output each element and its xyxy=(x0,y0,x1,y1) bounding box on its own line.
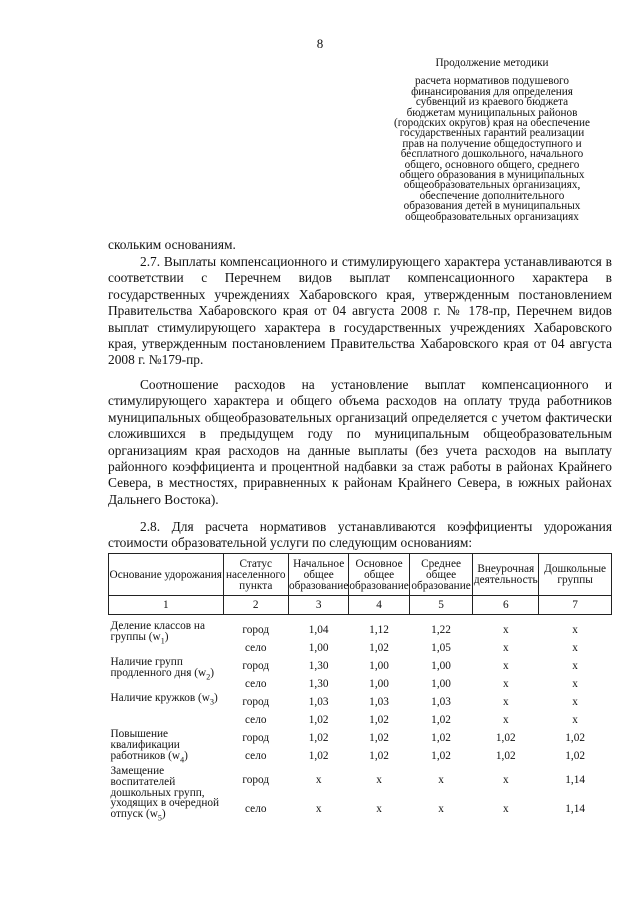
header-extracurricular: Внеурочная деятельность xyxy=(473,554,539,596)
value-cell: 1,02 xyxy=(369,732,389,745)
header-secondary: Среднее общее образование xyxy=(409,554,473,596)
value-cell: х xyxy=(438,774,444,787)
value-cell: х xyxy=(502,623,509,636)
column-number: 3 xyxy=(288,596,348,615)
value-cell: 1,02 xyxy=(565,750,585,763)
value-cell: 1,02 xyxy=(495,750,516,763)
value-cell: 1,02 xyxy=(565,732,585,745)
header-line: финансирования для определения xyxy=(411,85,573,98)
value-cell: 1,30 xyxy=(308,659,329,672)
basis-name: Повышение квалификации работников (w xyxy=(110,728,181,762)
value-cell: 1,02 xyxy=(308,713,329,726)
value-cell: 1,02 xyxy=(495,732,516,745)
header-line: бюджетам муниципальных районов xyxy=(406,106,578,119)
value-cell: 1,02 xyxy=(431,750,451,763)
table-row xyxy=(109,729,612,747)
header-line: общеобразовательных организациях xyxy=(405,210,579,223)
status-cell: город xyxy=(242,774,270,787)
status-cell: село xyxy=(245,641,267,654)
status-cell: город xyxy=(242,695,270,708)
value-cell: х xyxy=(502,713,509,726)
header-note xyxy=(372,58,612,222)
header-line: расчета нормативов подушевого xyxy=(415,75,569,88)
status-cell: село xyxy=(245,803,267,816)
value-cell: х xyxy=(572,695,578,708)
header-line: обеспечение дополнительного xyxy=(419,189,565,202)
basis-name: Замещение воспитателей дошкольных групп, уходящих в очередной отпуск (w xyxy=(110,765,220,821)
value-cell: 1,02 xyxy=(369,750,389,763)
column-number: 6 xyxy=(473,596,539,615)
value-cell: 1,00 xyxy=(308,641,329,654)
value-cell: 1,00 xyxy=(369,677,389,690)
value-cell: 1,02 xyxy=(369,713,389,726)
value-cell: 1,03 xyxy=(431,695,451,708)
value-cell: 1,00 xyxy=(369,659,389,672)
table-body xyxy=(109,615,612,824)
status-cell: село xyxy=(245,713,267,726)
paragraph-2-8: 2.8. Для расчета нормативов устанавливаются коэффициенты удорожания стоимости образовательной услуги по следующим основаниям: xyxy=(108,519,612,551)
header-line: общего образования в муниципальных xyxy=(399,169,585,182)
header-line: (городских округов) края на обеспечение xyxy=(394,117,590,130)
value-cell: х xyxy=(376,803,382,816)
basis-subscript: 4 xyxy=(180,755,185,765)
value-cell: 1,05 xyxy=(431,641,451,654)
value-cell: 1,02 xyxy=(431,732,451,745)
basis-subscript: 3 xyxy=(209,697,214,707)
basis-subscript: 5 xyxy=(157,813,162,823)
basis-cell: Деление классов на группы $(w_1)$ xyxy=(110,620,205,646)
status-cell: село xyxy=(245,750,267,763)
table-row xyxy=(109,657,612,675)
column-number: 7 xyxy=(539,596,612,615)
value-cell: х xyxy=(572,713,578,726)
value-cell: х xyxy=(502,677,509,690)
header-basis: Основание удорожания xyxy=(109,554,224,596)
basis-cell: Повышение квалификации работников $(w_4)$ xyxy=(110,728,188,765)
header-line: общеобразовательных организациях, xyxy=(403,179,581,192)
value-cell: х xyxy=(438,803,444,816)
value-cell: х xyxy=(502,774,509,787)
header-status: Статус населенного пункта xyxy=(223,554,288,596)
value-cell: 1,03 xyxy=(369,695,389,708)
value-cell: 1,02 xyxy=(308,732,329,745)
value-cell: 1,22 xyxy=(431,623,451,636)
column-number: 2 xyxy=(223,596,288,615)
value-cell: х xyxy=(376,774,382,787)
header-line: общего, основного общего, среднего xyxy=(404,158,580,171)
basis-name: Деление классов на группы (w xyxy=(110,620,205,644)
status-cell: село xyxy=(245,677,267,690)
paragraph-2-7: 2.7. Выплаты компенсационного и стимулирующего характера устанавливаются в соответствии с Перечнем видов выплат компенсационного характера в государственных учреждениях Хабаровского края, утвержденным постановлением Правительства Хабаровского края от 04 августа 2008 г. № 178-пр, Перечнем видов выплат стимулирующего характера в государственных учреждениях Хабаровского края, утвержденным постановлением Правительства Хабаровского края от 04 августа 2008 г. №179-пр. xyxy=(108,254,612,368)
status-cell: город xyxy=(242,623,270,636)
table-row xyxy=(109,766,612,795)
value-cell: 1,00 xyxy=(431,677,451,690)
header-line: образования детей в муниципальных xyxy=(403,200,581,213)
value-cell: х xyxy=(502,695,509,708)
header-line: государственных гарантий реализации xyxy=(399,127,585,140)
column-number: 1 xyxy=(109,596,224,615)
value-cell: х xyxy=(572,623,578,636)
value-cell: х xyxy=(572,641,578,654)
value-cell: 1,14 xyxy=(565,774,585,787)
table-row xyxy=(109,693,612,711)
value-cell: 1,14 xyxy=(565,803,585,816)
basis-subscript: 1 xyxy=(160,636,165,646)
value-cell: х xyxy=(502,641,509,654)
value-cell: х xyxy=(315,774,322,787)
value-cell: х xyxy=(502,803,509,816)
value-cell: 1,02 xyxy=(369,641,389,654)
paragraph-continuation: скольким основаниям. xyxy=(108,237,236,252)
column-number: 4 xyxy=(349,596,409,615)
value-cell: 1,02 xyxy=(308,750,329,763)
basis-subscript: 2 xyxy=(206,672,211,682)
header-preschool: Дошкольные группы xyxy=(539,554,612,596)
value-cell: х xyxy=(572,659,578,672)
value-cell: х xyxy=(315,803,322,816)
page-number: 8 xyxy=(316,36,324,51)
value-cell: 1,03 xyxy=(308,695,329,708)
header-basic: Основное общее образование xyxy=(349,554,409,596)
coefficients-table xyxy=(108,553,612,824)
basis-cell: Наличие групп продленного дня $(w_2)$ xyxy=(110,656,214,682)
header-line: бесплатного дошкольного, начального xyxy=(400,148,584,161)
value-cell: 1,02 xyxy=(431,713,451,726)
value-cell: х xyxy=(502,659,509,672)
header-line: прав на получение общедоступного и xyxy=(402,137,582,150)
basis-name: Наличие групп продленного дня (w xyxy=(110,656,207,680)
status-cell: город xyxy=(242,732,270,745)
basis-name: Наличие кружков (w xyxy=(110,692,210,705)
header-primary: Начальное общее образование xyxy=(288,554,348,596)
header-line: субвенций из краевого бюджета xyxy=(415,96,569,109)
paragraph-ratio: Соотношение расходов на установление выплат компенсационного и стимулирующего характера и общего объема расходов на оплату труда работников муниципальных общеобразовательных организаций определяется с учетом фактически сложившихся в предыдущем году по муниципальным общеобразовательным организациям края расходов на данные выплаты (без учета расходов на выплату районного коэффициента и процентной надбавки за стаж работы в районах Крайнего Севера, в местностях, приравненных к районам Крайнего Севера, в южных районах Дальнего Востока). xyxy=(108,377,612,507)
column-number: 5 xyxy=(409,596,473,615)
value-cell: 1,12 xyxy=(369,623,389,636)
basis-cell: Замещение воспитателей дошкольных групп, уходящих в очередной отпуск $(w_5)$ xyxy=(110,765,220,823)
value-cell: х xyxy=(572,677,578,690)
value-cell: 1,04 xyxy=(308,623,329,636)
status-cell: город xyxy=(242,659,270,672)
value-cell: 1,30 xyxy=(308,677,329,690)
table-row xyxy=(109,615,612,640)
header-line: Продолжение методики xyxy=(435,57,549,69)
value-cell: 1,00 xyxy=(431,659,451,672)
basis-cell: Наличие кружков $(w_3)$ xyxy=(110,692,218,707)
